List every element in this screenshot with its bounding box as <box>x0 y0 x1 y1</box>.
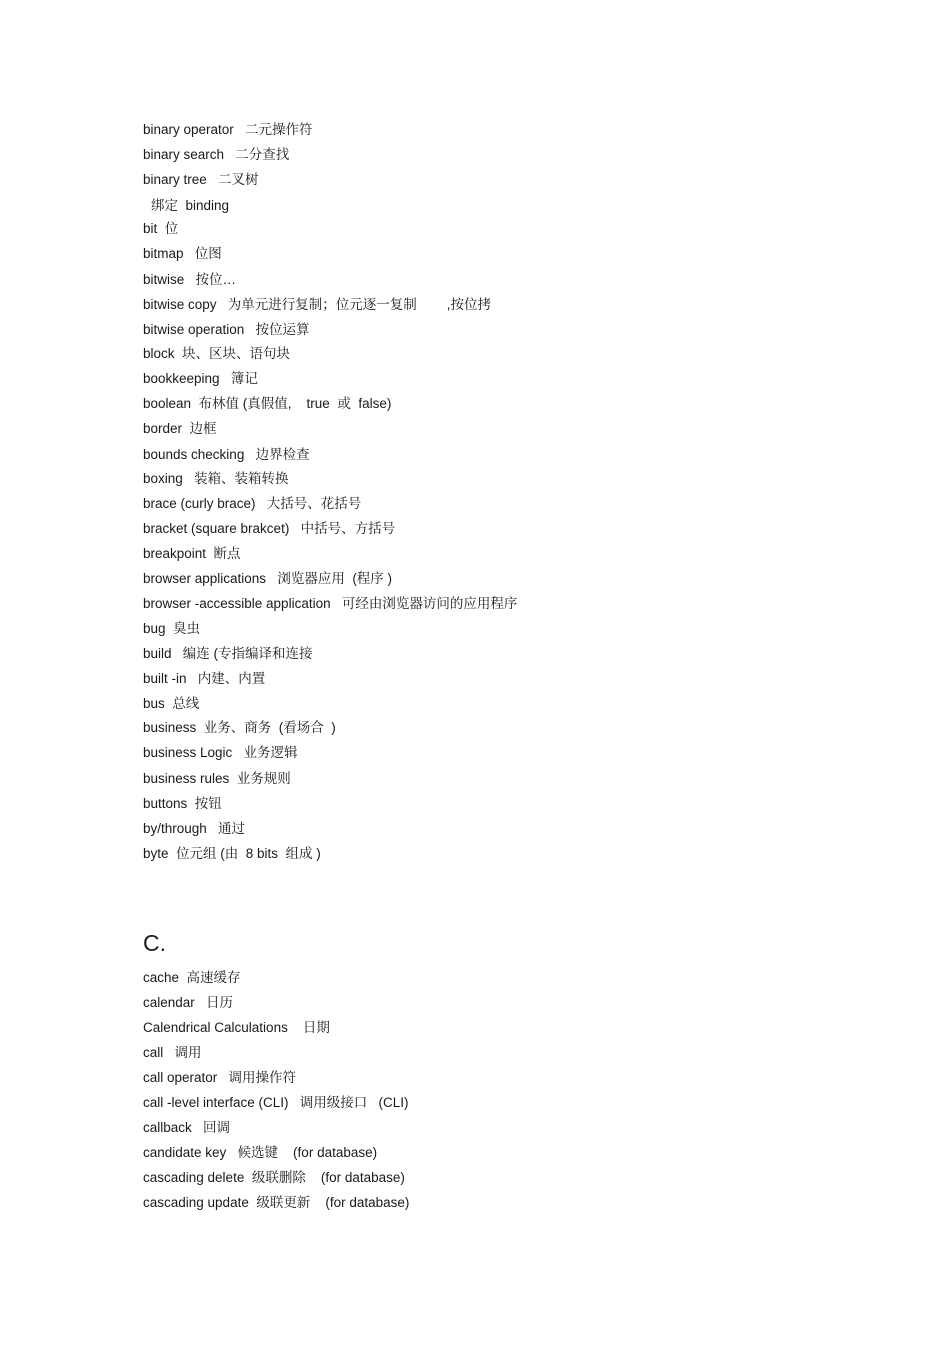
entry-build: build 编连 (专指编译和连接 <box>143 646 313 661</box>
entry-calendrical-calculations: Calendrical Calculations 日期 <box>143 1020 330 1035</box>
entry-boolean: boolean 布林值 (真假值, true 或 false) <box>143 396 392 411</box>
entry-binary-tree: binary tree 二叉树 <box>143 172 259 187</box>
entry-bitmap: bitmap 位图 <box>143 246 222 261</box>
entry-by-through: by/through 通过 <box>143 821 246 836</box>
entry-bookkeeping: bookkeeping 簿记 <box>143 371 258 386</box>
entry-binary-operator: binary operator 二元操作符 <box>143 122 313 137</box>
entry-cascading-delete: cascading delete 级联删除 (for database) <box>143 1170 405 1185</box>
entry-call: call 调用 <box>143 1045 202 1060</box>
entry-call-level-interface: call -level interface (CLI) 调用级接口 (CLI) <box>143 1095 409 1110</box>
entry-business: business 业务、商务 (看场合 ) <box>143 720 336 735</box>
entry-block: block 块、区块、语句块 <box>143 346 291 361</box>
entry-binding: 绑定 binding <box>151 198 230 213</box>
entry-bracket: bracket (square brakcet) 中括号、方括号 <box>143 521 396 536</box>
entry-bitwise: bitwise 按位… <box>143 272 237 287</box>
entry-buttons: buttons 按钮 <box>143 796 222 811</box>
entry-bitwise-operation: bitwise operation 按位运算 <box>143 322 310 337</box>
entry-business-rules: business rules 业务规则 <box>143 771 291 786</box>
section-heading-c: C. <box>143 930 166 956</box>
entry-cascading-update: cascading update 级联更新 (for database) <box>143 1195 410 1210</box>
entry-border: border 边框 <box>143 421 217 436</box>
entry-browser-accessible-application: browser -accessible application 可经由浏览器访问的应用程序 <box>143 596 518 611</box>
entry-bounds-checking: bounds checking 边界检查 <box>143 447 310 462</box>
entry-browser-applications: browser applications 浏览器应用 (程序 ) <box>143 571 393 586</box>
entry-cache: cache 高速缓存 <box>143 970 241 985</box>
entry-callback: callback 回调 <box>143 1120 231 1135</box>
entry-candidate-key: candidate key 候选键 (for database) <box>143 1145 378 1160</box>
entry-boxing: boxing 装箱、装箱转换 <box>143 471 289 486</box>
entry-business-logic: business Logic 业务逻辑 <box>143 745 298 760</box>
entry-call-operator: call operator 调用操作符 <box>143 1070 297 1085</box>
entry-binary-search: binary search 二分查找 <box>143 147 290 162</box>
entry-bitwise-copy: bitwise copy 为单元进行复制；位元逐一复制 ,按位拷 <box>143 297 492 312</box>
entry-breakpoint: breakpoint 断点 <box>143 546 241 561</box>
entry-byte: byte 位元组 (由 8 bits 组成 ) <box>143 846 321 861</box>
entry-built-in: built -in 内建、内置 <box>143 671 266 686</box>
entry-bug: bug 臭虫 <box>143 621 201 636</box>
entry-brace: brace (curly brace) 大括号、花括号 <box>143 496 362 511</box>
entry-bit: bit 位 <box>143 221 179 236</box>
entry-calendar: calendar 日历 <box>143 995 234 1010</box>
entry-bus: bus 总线 <box>143 696 200 711</box>
